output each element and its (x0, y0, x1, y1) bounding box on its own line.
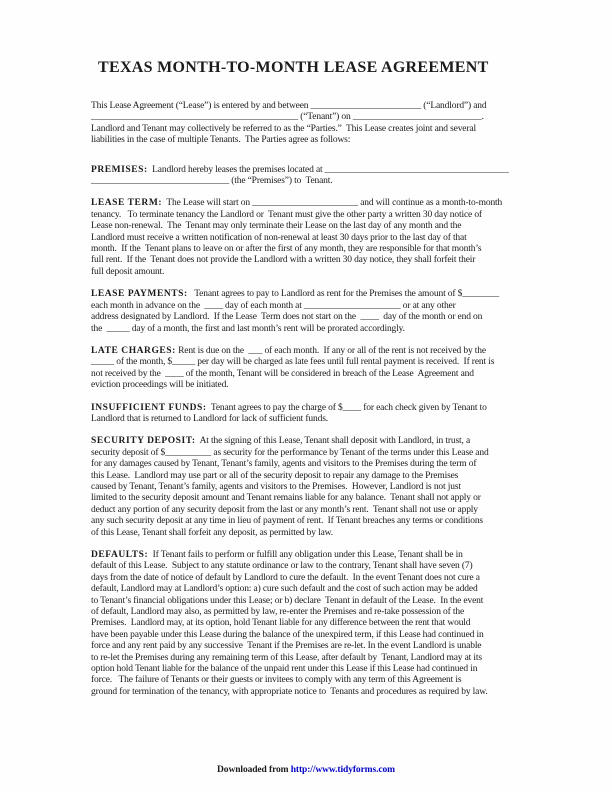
text-line: address designated by Landlord. If the Lease Term does not start on the ____ day of the month or end on (91, 312, 483, 323)
text-line: days from the date of notice of default by Landlord to cure the default. In the event Tenant does not cure a (91, 572, 480, 583)
section-heading: INSUFFICIENT FUNDS: (91, 402, 207, 413)
page-title: TEXAS MONTH-TO-MONTH LEASE AGREEMENT (98, 59, 489, 76)
text-run: The Lease will start on _______________________ and will continue as a month-to-month (162, 198, 503, 209)
section-intro (91, 101, 531, 147)
section-heading: LATE CHARGES: (91, 345, 176, 356)
section-heading: LEASE TERM: (91, 198, 163, 209)
text-line: Premises. Landlord may, at its option, hold Tenant liable for any difference between the rent that would (91, 618, 471, 629)
section-security-deposit (91, 436, 531, 539)
text-line: force. The failure of Tenants or their guests or invitees to comply with any term of this Agreement is (91, 675, 462, 686)
text-line: any such security deposit at any time in lieu of payment of rent. If Tenant breaches any terms or conditions (91, 516, 483, 527)
text-line: option hold Tenant liable for the balance of the unpaid rent under this Lease if this Lease had continued in (91, 664, 478, 675)
text-line: Landlord must receive a written notification of non-renewal at least 30 days prior to the last day of that (91, 232, 467, 243)
text-run: Tenant agrees to pay to Landlord as rent for the Premises the amount of $________ (187, 289, 500, 300)
text-line (91, 550, 531, 561)
section-heading: DEFAULTS: (91, 550, 149, 560)
text-line: deduct any portion of any security deposit from the last or any month’s rent. Tenant shall not use or apply (91, 504, 478, 515)
text-line: month. If the Tenant plans to leave on or after the first of any month, they are responsible for that month’s (91, 244, 482, 255)
text-run: At the signing of this Lease, Tenant shall deposit with Landlord, in trust, a (195, 436, 471, 447)
text-line: have been payable under this Lease during the balance of the unexpired term, if this Lease had continued in (91, 629, 484, 640)
text-line: liabilities in the case of multiple Tenants. The Parties agree as follows: (91, 135, 351, 146)
text-line: default, Landlord may at Landlord’s option: a) cure such default and the cost of such action may be added (91, 584, 478, 595)
text-line (91, 403, 531, 414)
text-line: This Lease Agreement (“Lease”) is entered by and between ________________________ (“Landlord”) and (91, 101, 487, 111)
text-line: default of this Lease. Subject to any statute ordinance or law to the contrary, Tenant shall have seven (7) (91, 561, 473, 572)
text-line: force and any rent paid by any successive Tenant if the Premises are re-let. In the event Landlord is unable (91, 641, 482, 652)
section-defaults (91, 550, 531, 698)
text-line: of this Lease, Tenant shall forfeit any deposit, as permitted by law. (91, 527, 333, 538)
text-line: the _____ day of a month, the first and last month’s rent will be prorated accordingly. (91, 323, 405, 334)
text-line: security deposit of $__________ as security for the performance by Tenant of the terms under this Lease and (91, 447, 489, 458)
text-line: to Tenant’s financial obligations under this Lease; or b) declare Tenant in default of the Lease. In the event (91, 595, 484, 606)
text-line: to re-let the Premises during any remaining term of this Lease, after default by Tenant, Landlord may at its (91, 652, 482, 663)
text-line (91, 165, 531, 176)
section-premises (91, 165, 531, 188)
text-line (91, 289, 531, 300)
section-heading: LEASE PAYMENTS: (91, 289, 188, 300)
text-line: _____________________________________________ (“Tenant”) on ____________________________. (91, 112, 484, 123)
document-body (91, 101, 531, 709)
section-heading: PREMISES: (91, 164, 148, 175)
text-line: for any damages caused by Tenant, Tenant’s family, agents and visitors to the Premises during the term of (91, 459, 477, 470)
text-line (91, 198, 531, 209)
text-line (91, 346, 531, 357)
text-line: not received by the ____ of the month, Tenant will be considered in breach of the Lease Agreement and (91, 368, 474, 379)
text-run: Tenant agrees to pay the charge of $____ for each check given by Tenant to (206, 402, 487, 413)
text-line: each month in advance on the ____ day of each month at _____________________ or at any other (91, 300, 456, 311)
text-line: Landlord that is returned to Landlord for lack of sufficient funds. (91, 413, 328, 424)
section-late-charges (91, 346, 531, 392)
text-line: caused by Tenant, Tenant’s family, agents and visitors to the Premises. However, Landlord is not just (91, 481, 461, 492)
section-heading: SECURITY DEPOSIT: (91, 436, 196, 447)
section-insufficient-funds (91, 403, 531, 426)
text-line: Landlord and Tenant may collectively be referred to as the “Parties.” This Lease creates joint and several (91, 123, 476, 134)
text-line: _____ of the month, $_____ per day will be charged as late fees until full rental payment is received. If rent is (91, 357, 495, 368)
text-line: this Lease. Landlord may use part or all of the security deposit to repair any damage to the Premises (91, 470, 459, 481)
text-line: of default, Landlord may also, as permitted by law, re-enter the Premises and re-take possession of the (91, 607, 465, 618)
text-line: full deposit amount. (91, 266, 165, 277)
section-lease-payments (91, 289, 531, 335)
footer-text: Downloaded from (217, 765, 291, 775)
page-footer (0, 765, 612, 775)
text-line (91, 436, 531, 447)
text-run: If Tenant fails to perform or fulfill any obligation under this Lease, Tenant shall be in (148, 550, 463, 560)
text-line: Lease non-renewal. The Tenant may only terminate their Lease on the last day of any month and the (91, 221, 462, 232)
footer-link[interactable]: http://www.tidyforms.com (290, 765, 395, 775)
text-line: eviction proceedings will be initiated. (91, 380, 229, 391)
text-line: tenancy. To terminate tenancy the Landlord or Tenant must give the other party a written 30 day notice of (91, 209, 482, 220)
text-run: Landlord hereby leases the premises located at ________________________________________ (147, 164, 509, 175)
text-line: ground for termination of the tenancy, with appropriate notice to Tenants and procedures as required by law. (91, 686, 488, 697)
text-run: Rent is due on the ___ of each month. If any or all of the rent is not received by the (175, 345, 486, 356)
section-lease-term (91, 198, 531, 278)
text-line: full rent. If the Tenant does not provide the Landlord with a written 30 day notice, they shall forfeit their (91, 255, 476, 266)
text-line: ______________________________ (the “Premises”) to Tenant. (91, 176, 333, 187)
text-line: limited to the security deposit amount and Tenant remains liable for any balance. Tenant shall not apply or (91, 493, 481, 504)
